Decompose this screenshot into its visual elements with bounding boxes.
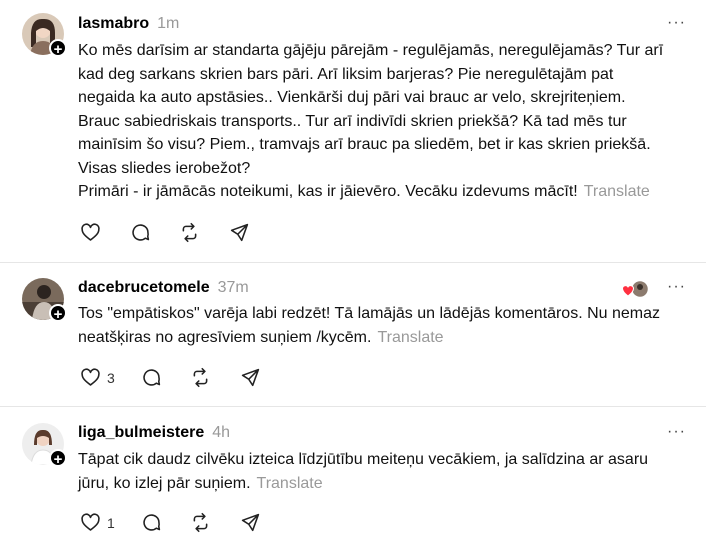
like-button[interactable] (80, 367, 115, 388)
post-1 (0, 0, 706, 262)
follow-button[interactable]: + (49, 449, 67, 467)
more-icon[interactable]: ··· (667, 423, 686, 440)
post-text: Tāpat cik daudz cilvēku izteica līdzjūtību meiteņu vecākiem, ja salīdzina ar asaru jūru, ko izlej pār suņiem. Translate (78, 451, 649, 492)
share-button[interactable] (240, 512, 261, 533)
username[interactable]: liga_bulmeistere 4h (78, 424, 231, 441)
post-text: Ko mēs darīsim ar standarta gājēju pārejām - regulējamās, neregulējamās? Tur arī kad deg sarkans skrien bars pāri. Arī liksim barjeras? Pie neregulētajām pat negaida ka auto apstāsies.. Vienkārši duj pāri vai brauc ar velo, skrejriteņiem. Brauc sabiedriskais transports.. Tur arī indivīdi skrien priekšā? Kā tad mēs tur mainīsim šo visu? Piem., tramvajs arī brauc pa sliedēm, bet ir kas skrien priekšā. Visas sliedes ierobežot? Primāri - ir jāmācās noteikumi, kas ir jāievēro. Vecāku izdevums mācīt! Translate (78, 42, 664, 200)
liked-by-avatar[interactable] (622, 279, 650, 299)
follow-button[interactable]: + (49, 304, 67, 322)
repost-icon (190, 512, 211, 533)
translate-link[interactable]: Translate (583, 183, 650, 200)
comment-icon (130, 222, 151, 243)
share-button[interactable] (229, 222, 250, 243)
translate-link[interactable]: Translate (256, 474, 323, 492)
repost-icon (179, 222, 200, 243)
share-icon (240, 512, 261, 533)
post-3 (0, 407, 706, 540)
repost-button[interactable] (190, 512, 211, 533)
timestamp: 37m (217, 279, 249, 296)
like-count: 1 (107, 514, 115, 531)
comment-icon (141, 367, 162, 388)
like-button[interactable] (80, 222, 107, 243)
reply-button[interactable] (130, 222, 151, 243)
post-2 (0, 263, 706, 406)
more-icon[interactable]: ··· (667, 14, 686, 31)
like-count: 3 (107, 369, 115, 386)
follow-button[interactable]: + (49, 39, 67, 57)
heart-icon (80, 222, 101, 243)
heart-icon (80, 367, 101, 388)
translate-link[interactable]: Translate (377, 328, 444, 346)
reply-button[interactable] (141, 512, 162, 533)
share-icon (240, 367, 261, 388)
share-button[interactable] (240, 367, 261, 388)
timestamp: 1m (157, 15, 180, 32)
username[interactable]: lasmabro 1m (78, 15, 180, 32)
repost-button[interactable] (190, 367, 211, 388)
repost-button[interactable] (179, 222, 200, 243)
username[interactable]: dacebrucetomele 37m (78, 279, 249, 296)
repost-icon (190, 367, 211, 388)
share-icon (229, 222, 250, 243)
timestamp: 4h (212, 424, 231, 441)
heart-icon (80, 512, 101, 533)
like-button[interactable] (80, 512, 115, 533)
reply-button[interactable] (141, 367, 162, 388)
comment-icon (141, 512, 162, 533)
more-icon[interactable]: ··· (667, 278, 686, 295)
post-text: Tos "empātiskos" varēja labi redzēt! Tā lamājās un lādējās komentāros. Nu nemaz neatšķiras no agresīviem suņiem /kycēm. Translate (78, 305, 661, 346)
